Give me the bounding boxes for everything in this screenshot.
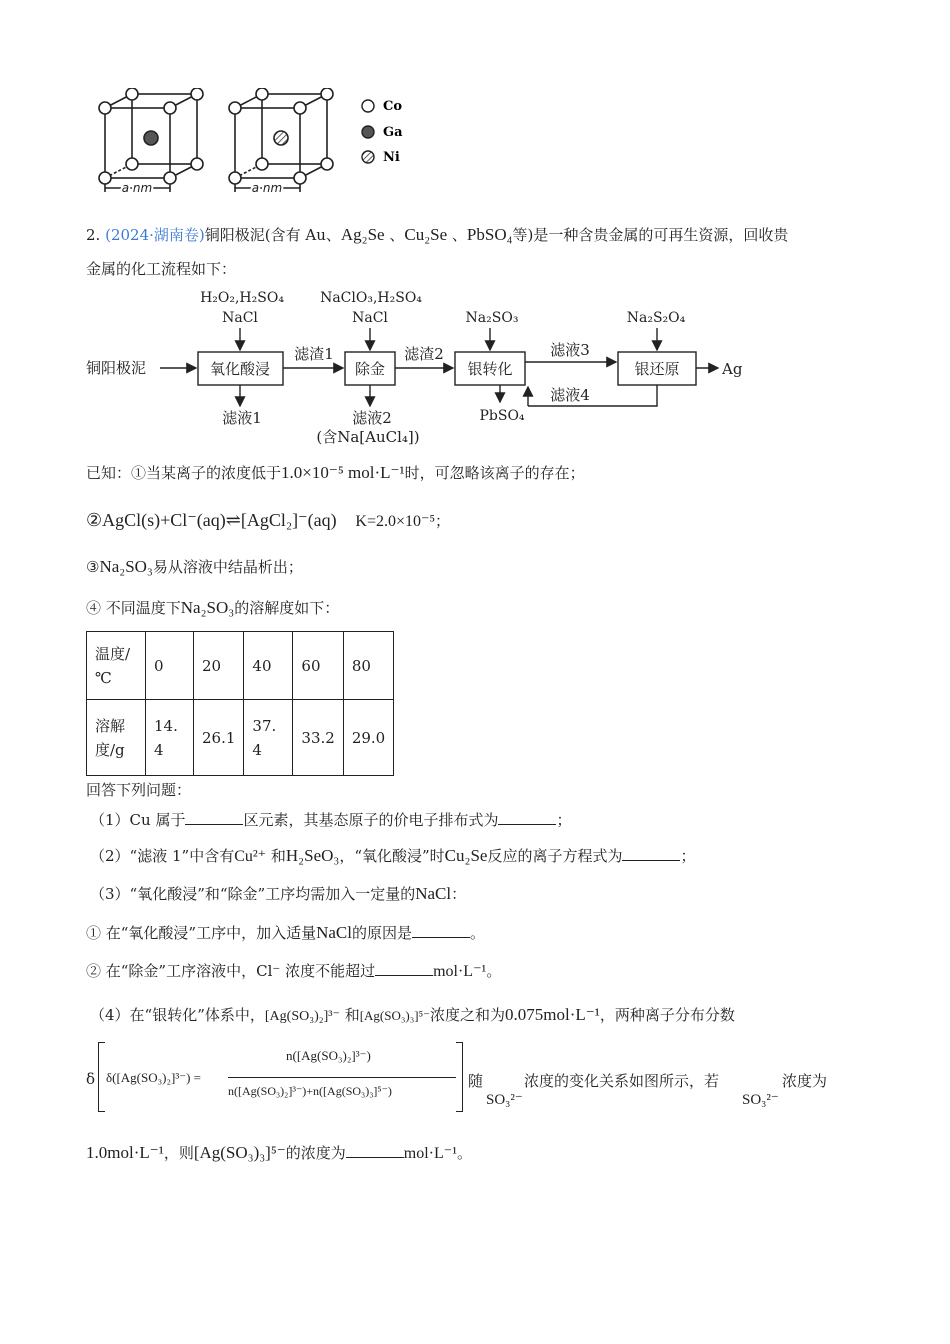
known-1-prefix: 已知：①当某离子的浓度低于 bbox=[86, 464, 282, 482]
q3-text: （3）“氧化酸浸”和“除金”工序均需加入一定量的 bbox=[90, 885, 416, 903]
formula-ag2se: Ag₂Se bbox=[340, 225, 385, 244]
stem-sep: 、 bbox=[447, 226, 467, 244]
flow-box-oxidation-label: 氧化酸浸 bbox=[209, 360, 271, 378]
table-cell: 20 bbox=[194, 632, 244, 700]
known-1-value: 1.0×10⁻⁵ mol·L⁻¹ bbox=[281, 463, 405, 482]
flow-product: Ag bbox=[722, 360, 743, 378]
ion-so3-1: SO₃²⁻ bbox=[486, 1092, 523, 1108]
distribution-fraction bbox=[86, 1040, 468, 1116]
table-cell: 29.0 bbox=[343, 700, 393, 776]
output-filtrate-2-note: (含Na[AuCl₄]) bbox=[316, 428, 420, 446]
output-pbso4: PbSO₄ bbox=[479, 408, 525, 424]
q3-1 bbox=[86, 922, 485, 944]
flow-filtrate-4: 滤液4 bbox=[550, 386, 590, 404]
q4-text: 和 bbox=[344, 1006, 360, 1024]
ion-so3-2: SO₃²⁻ bbox=[742, 1092, 779, 1108]
table-cell: 80 bbox=[343, 632, 393, 700]
q4-text: 随 bbox=[468, 1072, 484, 1090]
q4-text: ，两种离子分布分数 bbox=[599, 1006, 735, 1024]
stem-text: 等)是一种含贵金属的可再生资源，回收贵 bbox=[512, 226, 789, 244]
q4-text: 浓度的变化关系如图所示，若 bbox=[524, 1072, 720, 1090]
table-cell: 14.4 bbox=[146, 700, 194, 776]
formula-cu2se: Cu₂Se bbox=[444, 846, 488, 865]
solubility-table bbox=[86, 631, 394, 776]
q3 bbox=[90, 883, 466, 905]
q4-text: 。 bbox=[456, 1144, 472, 1162]
known-3-prefix: ③ bbox=[86, 558, 100, 576]
bracket-left bbox=[98, 1042, 105, 1112]
table-header-temp: 温度/℃ bbox=[87, 632, 146, 700]
fraction-lhs: δ([Ag(SO₃)₂]³⁻) = bbox=[106, 1070, 202, 1085]
output-filtrate-2: 滤液2 bbox=[352, 409, 392, 427]
question-number: 2. bbox=[86, 226, 101, 244]
table-cell: 40 bbox=[244, 632, 293, 700]
legend bbox=[362, 99, 403, 165]
q3-1-text: ① 在“氧化酸浸”工序中，加入适量 bbox=[86, 924, 317, 942]
q3-2 bbox=[86, 960, 501, 983]
q4-so3-conc: 1.0mol·L⁻¹ bbox=[86, 1143, 164, 1162]
flow-box-gold-removal-label: 除金 bbox=[354, 360, 386, 378]
q2-text: ，“氧化酸浸”时 bbox=[339, 847, 445, 865]
table-cell: 60 bbox=[293, 632, 343, 700]
answer-blank[interactable] bbox=[375, 961, 433, 976]
q3-2-text: ② 在“除金”工序溶液中，Cl⁻ 浓度不能超过 bbox=[86, 962, 376, 980]
q2 bbox=[90, 845, 695, 868]
answer-blank[interactable] bbox=[185, 810, 243, 825]
known-4 bbox=[86, 597, 339, 619]
reagent-2-line2: NaCl bbox=[352, 310, 388, 326]
known-3-formula: Na₂SO₃ bbox=[99, 557, 153, 576]
legend-co: Co bbox=[383, 99, 403, 114]
bracket-right bbox=[456, 1042, 463, 1112]
known-1-suffix: 时，可忽略该离子的存在； bbox=[404, 464, 585, 482]
q3-2-text: 。 bbox=[486, 962, 502, 980]
q2-text: 反应的离子方程式为 bbox=[487, 847, 623, 865]
q3-1-text: 的原因是 bbox=[352, 924, 413, 942]
delta-symbol: δ bbox=[86, 1070, 96, 1088]
legend-ga: Ga bbox=[383, 125, 403, 140]
question-stem-line1 bbox=[86, 224, 788, 246]
table-cell: 33.2 bbox=[293, 700, 343, 776]
legend-ni: Ni bbox=[383, 150, 400, 165]
q2-text: （2）“滤液 1”中含有 bbox=[90, 847, 235, 865]
q4-line3 bbox=[86, 1142, 472, 1165]
answer-blank[interactable] bbox=[346, 1143, 404, 1158]
known-4-prefix: ④ 不同温度下 bbox=[86, 599, 181, 617]
known-2-k: K=2.0×10⁻⁵ bbox=[355, 513, 436, 530]
table-row bbox=[87, 632, 394, 700]
formula-nacl: NaCl bbox=[415, 884, 452, 903]
q2-text: ； bbox=[680, 847, 696, 865]
reagent-1-line2: NaCl bbox=[222, 310, 258, 326]
known-2 bbox=[86, 509, 450, 533]
unit-cell-1 bbox=[99, 88, 203, 192]
unit-cell-2 bbox=[229, 88, 333, 192]
q4-text: 浓度为 bbox=[782, 1072, 828, 1090]
q3-1-text: 。 bbox=[470, 924, 486, 942]
q4-line1 bbox=[90, 1004, 735, 1028]
flow-start: 铜阳极泥 bbox=[86, 359, 147, 377]
answer-blank[interactable] bbox=[412, 923, 470, 938]
known-2-equation: ②AgCl(s)+Cl⁻(aq)⇌[AgCl₂]⁻(aq) bbox=[86, 510, 337, 530]
crystal-structure-figure bbox=[95, 88, 415, 200]
fraction-bar bbox=[228, 1077, 456, 1078]
known-3-suffix: 易从溶液中结晶析出； bbox=[152, 558, 303, 576]
formula-h2seo3: H₂SeO₃ bbox=[285, 846, 340, 865]
ion-ag-so3-3: [Ag(SO₃)₃]⁵⁻ bbox=[193, 1143, 286, 1162]
flow-box-silver-conversion-label: 银转化 bbox=[467, 360, 513, 378]
formula-pbso4: PbSO₄ bbox=[466, 225, 513, 244]
q4-line2c bbox=[782, 1070, 827, 1092]
q4-line2b bbox=[524, 1070, 719, 1092]
output-filtrate-1: 滤液1 bbox=[222, 409, 262, 427]
unit-mol-per-l: mol·L⁻¹ bbox=[433, 963, 487, 980]
reagent-2-line1: NaClO₃,H₂SO₄ bbox=[320, 290, 422, 306]
ion-ag-so3-2: [Ag(SO₃)₂]³⁻ bbox=[264, 1009, 340, 1024]
known-4-formula: Na₂SO₃ bbox=[180, 598, 235, 617]
question-source[interactable]: (2024·湖南卷) bbox=[105, 226, 205, 244]
flow-residue-2: 滤渣2 bbox=[404, 345, 444, 363]
flow-filtrate-3: 滤液3 bbox=[550, 341, 590, 359]
flow-residue-1: 滤渣1 bbox=[294, 345, 334, 363]
q3-text: ： bbox=[451, 885, 467, 903]
table-cell: 37.4 bbox=[244, 700, 293, 776]
q1 bbox=[90, 809, 571, 831]
q2-text: 和 bbox=[266, 847, 286, 865]
fraction-numerator: n([Ag(SO₃)₂]³⁻) bbox=[286, 1048, 371, 1063]
answer-blank[interactable] bbox=[498, 810, 556, 825]
q4-text: 的浓度为 bbox=[285, 1144, 346, 1162]
unit-mol-per-l: mol·L⁻¹ bbox=[403, 1145, 457, 1162]
known-1 bbox=[86, 462, 585, 484]
reagent-4: Na₂S₂O₄ bbox=[626, 310, 686, 326]
q4-text: （4）在“银转化”体系中， bbox=[90, 1006, 265, 1024]
answer-prompt: 回答下列问题： bbox=[86, 781, 192, 799]
q4-text: ，则 bbox=[163, 1144, 194, 1162]
fraction-denominator: n([Ag(SO₃)₂]³⁻)+n([Ag(SO₃)₃]⁵⁻) bbox=[228, 1084, 392, 1098]
q4-text: 浓度之和为 bbox=[429, 1006, 505, 1024]
process-flow-diagram bbox=[80, 282, 780, 448]
cell-1-label: a nm bbox=[121, 181, 153, 195]
known-2-end: ； bbox=[435, 512, 451, 530]
reagent-1-line1: H₂O₂,H₂SO₄ bbox=[200, 290, 284, 306]
formula-cu2se: Cu₂Se bbox=[404, 225, 448, 244]
question-stem-line2: 金属的化工流程如下： bbox=[86, 260, 237, 278]
stem-sep: 、 bbox=[384, 226, 405, 244]
formula-nacl: NaCl bbox=[316, 923, 352, 942]
known-4-suffix: 的溶解度如下： bbox=[234, 599, 340, 617]
answer-blank[interactable] bbox=[622, 846, 680, 861]
table-row bbox=[87, 700, 394, 776]
table-cell: 0 bbox=[146, 632, 194, 700]
formula-cu2plus: Cu²⁺ bbox=[234, 848, 267, 865]
ion-ag-so3-3: [Ag(SO₃)₃]⁵⁻ bbox=[359, 1008, 430, 1023]
flow-box-silver-reduction-label: 银还原 bbox=[634, 360, 680, 378]
q4-total-conc: 0.075mol·L⁻¹ bbox=[505, 1005, 600, 1024]
known-3 bbox=[86, 556, 303, 578]
q1-text: （1）Cu 属于 bbox=[90, 811, 186, 829]
table-header-solubility: 溶解度/g bbox=[87, 700, 146, 776]
stem-text: 铜阳极泥(含有 Au、 bbox=[204, 226, 341, 244]
q1-text: 区元素，其基态原子的价电子排布式为 bbox=[243, 811, 499, 829]
cell-2-label: a nm bbox=[251, 181, 283, 195]
table-cell: 26.1 bbox=[194, 700, 244, 776]
reagent-3: Na₂SO₃ bbox=[465, 310, 519, 326]
q1-text: ； bbox=[556, 811, 572, 829]
q4-line2 bbox=[468, 1070, 483, 1092]
